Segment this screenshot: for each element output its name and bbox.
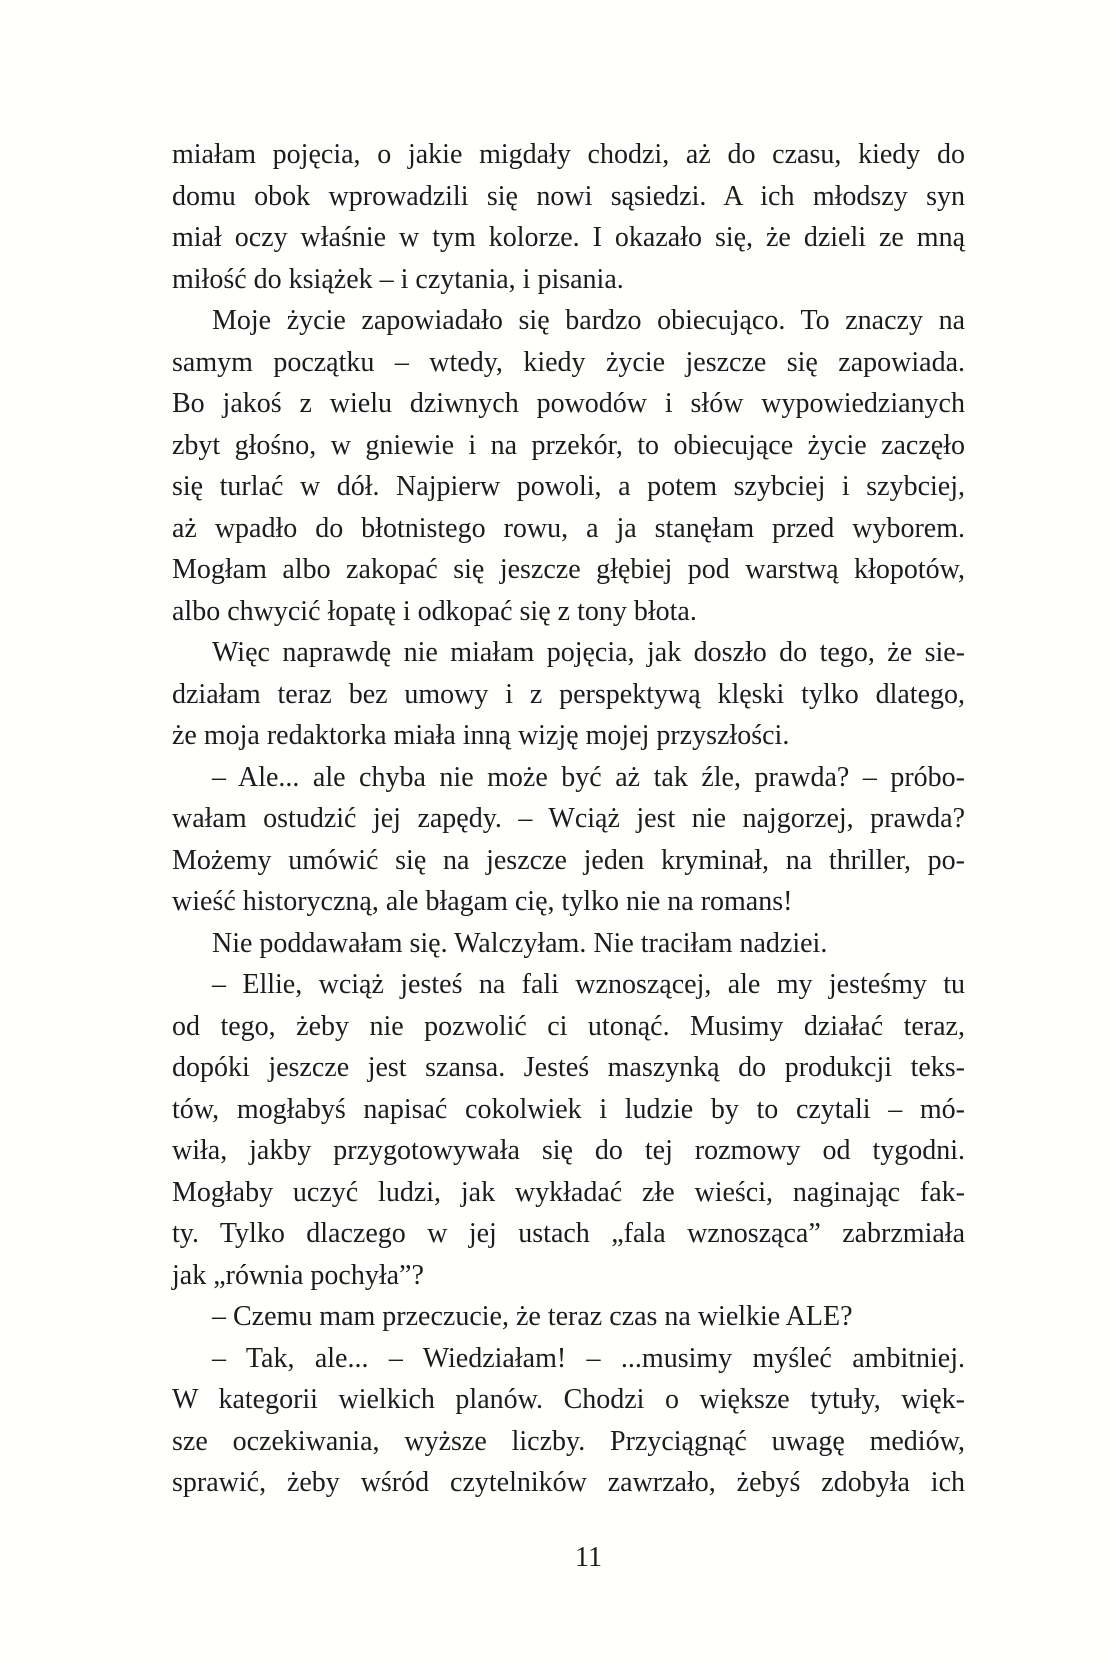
paragraph [172,964,965,1296]
text-line: domu obok wprowadzili się nowi sąsiedzi. A ich młodszy syn [172,180,965,212]
text-line: Więc naprawdę nie miałam pojęcia, jak doszło do tego, że sie- [212,637,965,668]
text-line: od tego, żeby nie pozwolić ci utonąć. Musimy działać teraz, [172,1010,965,1042]
text-line: się turlać w dół. Najpierw powoli, a potem szybciej i szybciej, [172,471,965,502]
text-line: zbyt głośno, w gniewie i na przekór, to obiecujące życie zaczęło [172,429,965,461]
text-line: Bo jakoś z wielu dziwnych powodów i słów wypowiedzianych [172,388,965,419]
page-number: 11 [575,1542,602,1573]
text-line: – Ellie, wciąż jesteś na fali wznoszącej, ale my jesteśmy tu [212,969,965,1000]
text-line: W kategorii wielkich planów. Chodzi o większe tytuły, więk- [172,1384,965,1415]
text-line: aż wpadło do błotnistego rowu, a ja stanęłam przed wyborem. [172,512,965,544]
text-line: samym początku – wtedy, kiedy życie jeszcze się zapowiada. [172,346,965,378]
text-line: miłość do książek – i czytania, i pisania. [172,263,624,295]
paragraph [172,1296,965,1338]
text-line: wiła, jakby przygotowywała się do tej rozmowy od tygodni. [172,1135,965,1166]
text-line: albo chwycić łopatę i odkopać się z tony błota. [172,595,697,627]
text-line: Mogłam albo zakopać się jeszcze głębiej pod warstwą kłopotów, [172,554,965,585]
text-line: sze oczekiwania, wyższe liczby. Przyciągnąć uwagę mediów, [172,1425,965,1457]
text-line: miał oczy właśnie w tym kolorze. I okazało się, że dzieli ze mną [172,222,965,253]
text-line: – Czemu mam przeczucie, że teraz czas na wielkie ALE? [212,1301,853,1332]
text-line: działam teraz bez umowy i z perspektywą klęski tylko dlatego, [172,678,965,710]
text-line: Możemy umówić się na jeszcze jeden kryminał, na thriller, po- [172,844,965,876]
paragraph [172,1338,965,1504]
text-line: Nie poddawałam się. Walczyłam. Nie traciłam nadziei. [212,927,828,959]
text-line: tów, mogłabyś napisać cokolwiek i ludzie by to czytali – mó- [172,1093,965,1125]
paragraph [172,923,965,965]
text-line: Moje życie zapowiadało się bardzo obiecująco. To znaczy na [212,305,965,336]
text-line: Mogłaby uczyć ludzi, jak wykładać złe wieści, naginając fak- [172,1176,965,1208]
paragraph [172,134,965,300]
text-line: wałam ostudzić jej zapędy. – Wciąż jest nie najgorzej, prawda? [172,803,965,834]
text-line: – Tak, ale... – Wiedziałam! – ...musimy myśleć ambitniej. [212,1342,965,1374]
text-block [172,134,965,1504]
paragraph [172,300,965,632]
text-line: miałam pojęcia, o jakie migdały chodzi, aż do czasu, kiedy do [172,139,965,170]
text-line: wieść historyczną, ale błagam cię, tylko nie na romans! [172,886,793,917]
text-line: jak „równia pochyła”? [172,1259,424,1291]
text-line: – Ale... ale chyba nie może być aż tak źle, prawda? – próbo- [212,761,965,793]
text-line: ty. Tylko dlaczego w jej ustach „fala wznosząca” zabrzmiała [172,1218,965,1249]
text-line: że moja redaktorka miała inną wizję mojej przyszłości. [172,720,790,751]
text-line: dopóki jeszcze jest szansa. Jesteś maszynką do produkcji teks- [172,1052,965,1083]
text-line: sprawić, żeby wśród czytelników zawrzało, żebyś zdobyła ich [172,1467,965,1498]
paragraph [172,632,965,757]
paragraph [172,757,965,923]
